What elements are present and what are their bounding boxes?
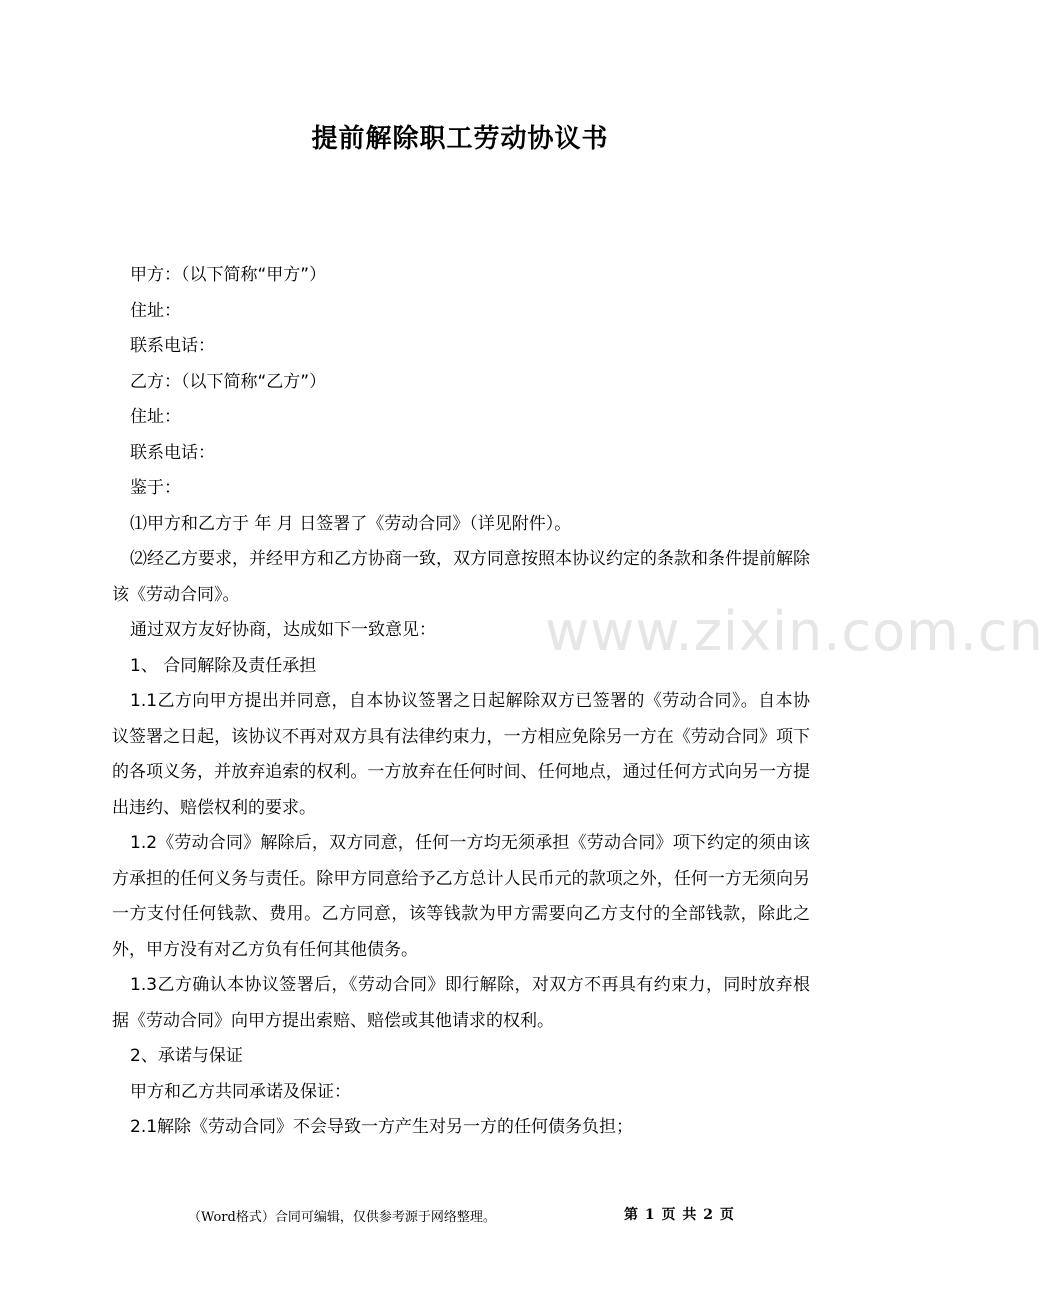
page-number: 第 1 页 共 2 页 — [624, 1207, 734, 1223]
watermark: www.zixin.com.cn — [545, 600, 1044, 663]
clause-1-1: 1.1乙方向甲方提出并同意，自本协议签署之日起解除双方已签署的《劳动合同》。自本协议签署之日起，该协议不再对双方具有法律约束力，一方相应免除另一方在《劳动合同》项下的各项义务，并放弃追索的权利。一方放弃在任何时间、任何地点，通过任何方式向另一方提出违约、赔偿权利的要求。 — [112, 691, 810, 818]
recital-2: ⑵经乙方要求，并经甲方和乙方协商一致，双方同意按照本协议约定的条款和条件提前解除该《劳动合同》。 — [112, 549, 810, 605]
document-body — [112, 258, 810, 1146]
document-title: 提前解除职工劳动协议书 — [311, 124, 609, 154]
section-2-intro: 甲方和乙方共同承诺及保证： — [130, 1081, 351, 1102]
party-a-line: 甲方：（以下简称“甲方”） — [130, 265, 327, 285]
section-2-heading: 2、承诺与保证 — [130, 1046, 243, 1066]
party-a-phone: 联系电话： — [130, 336, 215, 356]
clause-1-3: 1.3乙方确认本协议签署后，《劳动合同》即行解除，对双方不再具有约束力，同时放弃根据《劳动合同》向甲方提出索赔、赔偿或其他请求的权利。 — [112, 975, 810, 1031]
party-b-address: 住址： — [130, 407, 181, 427]
party-b-line: 乙方：（以下简称“乙方”） — [130, 371, 327, 392]
footer-note: （Word格式）合同可编辑，仅供参考源于网络整理。 — [188, 1210, 496, 1225]
party-a-address: 住址： — [130, 300, 181, 321]
section-1-heading: 1、 合同解除及责任承担 — [130, 655, 317, 676]
party-b-phone: 联系电话： — [130, 442, 215, 463]
clause-2-1: 2.1解除《劳动合同》不会导致一方产生对另一方的任何债务负担； — [130, 1117, 634, 1137]
clause-1-2: 1.2《劳动合同》解除后，双方同意，任何一方均无须承担《劳动合同》项下约定的须由该方承担的任何义务与责任。除甲方同意给予乙方总计人民币元的款项之外，任何一方无须向另一方支付任何钱款、费用。乙方同意，该等钱款为甲方需要向乙方支付的全部钱款，除此之外，甲方没有对乙方负有任何其他债务。 — [112, 833, 810, 960]
recital-1: ⑴甲方和乙方于 年 月 日签署了《劳动合同》（详见附件）。 — [130, 513, 572, 534]
whereas-heading: 鉴于： — [130, 478, 181, 498]
agreement-intro: 通过双方友好协商，达成如下一致意见： — [130, 620, 436, 640]
